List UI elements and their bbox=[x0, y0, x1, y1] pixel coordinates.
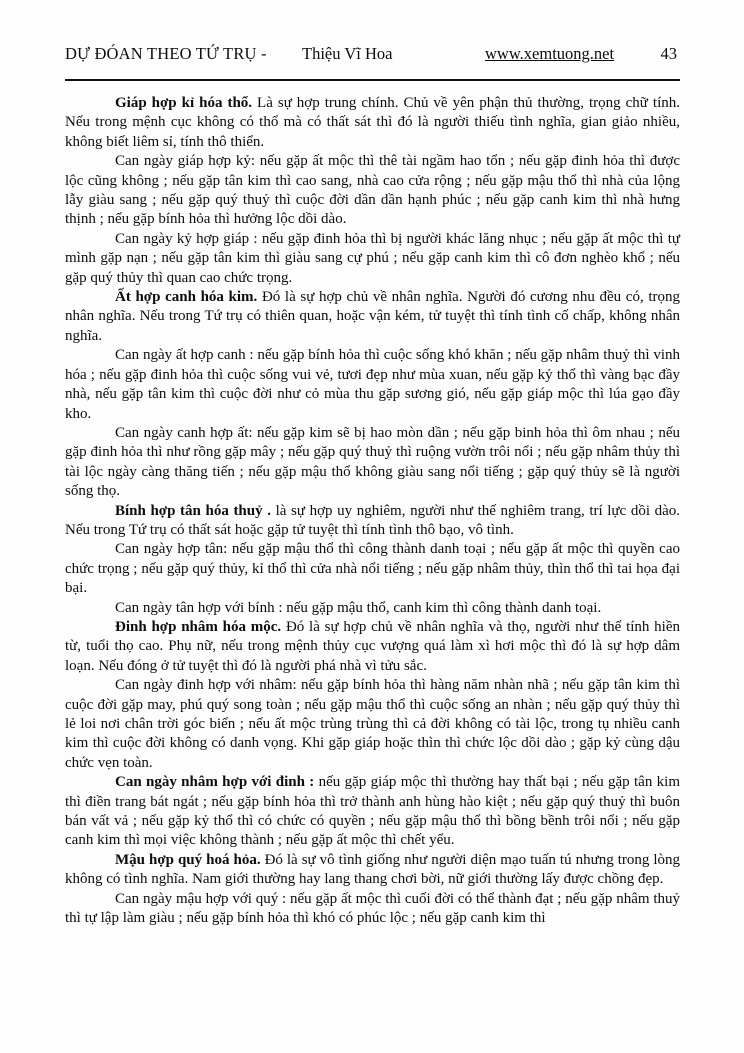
paragraph-text: Can ngày hợp tân: nếu gặp mậu thổ thì công thành danh toại ; nếu gặp ất mộc thì quyền cao chức trọng ; nếu gặp quý thủy, kỉ thổ thì cửa nhà nổi tiếng ; nếu gặp nhâm thủy, thìn thổ thì tai họa đại bại. bbox=[65, 541, 680, 597]
paragraph-lead: Can ngày nhâm hợp với đinh : bbox=[115, 774, 315, 791]
author-name: Thiệu Vĩ Hoa bbox=[302, 44, 393, 63]
website-link[interactable]: www.xemtuong.net bbox=[485, 44, 615, 63]
paragraph-lead: Đinh hợp nhâm hóa mộc. bbox=[115, 618, 282, 635]
paragraph-lead: Ất hợp canh hóa kim. bbox=[115, 289, 258, 306]
paragraph-text: Đó là sự vô tình giống như người diện mạo tuấn tú nhưng trong lòng không có tình nghĩa. Nam giới thường hay lang thang chơi bời, nữ giới thường lấy được chồng đẹp. bbox=[65, 851, 681, 888]
paragraph bbox=[65, 346, 680, 424]
page-number: 43 bbox=[660, 44, 677, 63]
paragraph bbox=[65, 540, 680, 598]
paragraph-text: Can ngày ất hợp canh : nếu gặp bính hỏa thì cuộc sống khó khăn ; nếu gặp nhâm thuỷ thì vinh hóa ; nếu gặp đinh hỏa thì cuộc sống vui vẻ, tươi đẹp như mùa xuan, nếu gặp kỷ thổ thì vàng bạc đầy nhà, nếu gặp tân kim thì cuộc đời như cỏ mùa thu gặp sương gió, nếu gặp giáp mộc thì lúa gạo đầy kho. bbox=[65, 347, 680, 422]
paragraph-text: là sự hợp uy nghiêm, người như thế nghiêm trang, trí lực dồi dào. Nếu trong Tứ trụ có thất sát hoặc gặp tử tuyệt thì tính tình thô bạo, vô tình. bbox=[65, 502, 680, 538]
paragraph-text: Can ngày đinh hợp với nhâm: nếu gặp bính hỏa thì hàng năm nhàn nhã ; nếu gặp tân kim thì cuộc đời gặp may, phú quý song toàn ; nếu gặp mậu thổ thì cuộc sống an nhàn ; nếu gặp quý thủy thì lẻ loi nơi chân trời góc biển ; nếu ất mộc trùng trùng thì cả đời không có tài lộc, trong tụ nhiều canh kim thì cuộc đời không có danh vọng. Khi gặp giáp hoặc thìn thì chức lộc dồi dào ; gặp kỷ cùng dậu chức vẹn toàn. bbox=[65, 677, 680, 771]
paragraph bbox=[65, 502, 680, 541]
paragraph-lead: Bính hợp tân hóa thuỷ . bbox=[115, 502, 271, 519]
paragraph bbox=[65, 152, 680, 230]
paragraph-lead: Giáp hợp kỉ hóa thổ. bbox=[115, 95, 253, 111]
paragraph-text: Can ngày mậu hợp với quý : nếu gặp ất mộc thì cuối đời có thể thành đạt ; nếu gặp nhâm thuỷ thì tự lập làm giàu ; nếu gặp bính hỏa thì khó có phúc lộc ; nếu gặp canh kim thì bbox=[65, 890, 680, 927]
paragraph bbox=[65, 599, 680, 618]
paragraph-text: Can ngày kỷ hợp giáp : nếu gặp đinh hỏa thì bị người khác lăng nhục ; nếu gặp ất mộc thì tự mình gặp nạn ; nếu gặp tân kim thì giàu sang cự phú ; nếu gặp canh kim thì cô đơn nghèo khổ ; nếu gặp quý thủy thì quan cao chức trọng. bbox=[65, 230, 680, 286]
paragraph bbox=[65, 424, 680, 502]
paragraph-lead: Mậu hợp quý hoá hỏa. bbox=[115, 851, 261, 868]
paragraph-text: Can ngày canh hợp ất: nếu gặp kim sẽ bị hao mòn dần ; nếu gặp binh hỏa thì ôm nhau ; nếu gặp đinh hỏa thì như rồng gặp mây ; nếu gặp quý thuỷ thì ruộng vườn trôi nổi ; nếu gặp nhâm thủy thì tài lộc ngày càng thăng tiến ; nếu gặp mậu thổ không giàu sang nổi tiếng ; gặp quý thủy sẽ là người sống thọ. bbox=[65, 424, 680, 500]
paragraph-text: Đó là sự hợp chủ về nhân nghĩa. Người đó cương nhu đều có, trọng nhân nghĩa. Nếu trong Tứ trụ có thiên quan, hoặc vận kém, tử tuyệt thì tính tình cố chấp, không nhân nghĩa. bbox=[65, 289, 680, 344]
paragraph-text: Là sự hợp trung chính. Chủ về yên phận thủ thường, trọng chữ tính. Nếu trong mệnh cục không có thổ mà có thất sát thì đó là người thiếu tình nghĩa, gian giảo nhiều, không biết liêm sỉ, tính thô thiển. bbox=[65, 95, 680, 150]
paragraph bbox=[65, 676, 680, 773]
paragraph-text: Can ngày tân hợp với bính : nếu gặp mậu thổ, canh kim thì công thành danh toại. bbox=[115, 599, 602, 616]
paragraph-text: nếu gặp giáp mộc thì thường hay thất bại ; nếu gặp tân kim thì điền trang bát ngát ; nếu gặp bính hỏa thì trở thành anh hùng hào kiệt ; nếu gặp quý thuỷ thì buôn bán vất vả ; nếu gặp kỷ thổ thì có chức có quyền ; nếu gặp mậu thổ thì bồng bềnh trôi nổi ; nếu gặp canh kim thì mọi việc không thành ; nếu gặp ất mộc thì chết yểu. bbox=[65, 774, 680, 849]
book-title: DỰ ĐÓAN THEO TỨ TRỤ - bbox=[65, 44, 267, 63]
paragraph-text: Can ngày giáp hợp kỷ: nếu gặp ất mộc thì thê tài ngầm hao tổn ; nếu gặp đinh hỏa thì được lộc cũng không ; nếu gặp tân kim thì cao sang, nhà cao cửa rộng ; nếu gặp mậu thổ thì nhà của lộng lẫy giàu sang ; nếu gặp quý thuỷ thì cuộc đời dần dần hạnh phúc ; nếu gặp canh kim thì nhà hưng thịnh ; nếu gặp bính hỏa thì hưởng lộc dồi dào. bbox=[65, 153, 680, 228]
paragraph bbox=[65, 890, 680, 929]
paragraph bbox=[65, 851, 680, 890]
paragraph bbox=[65, 230, 680, 288]
header-divider bbox=[65, 79, 680, 81]
paragraph bbox=[65, 773, 680, 851]
paragraph bbox=[65, 94, 680, 152]
page-body bbox=[65, 94, 680, 928]
paragraph bbox=[65, 618, 680, 676]
paragraph-text: Đó là sự hợp chủ về nhân nghĩa và thọ, người như thế tính hiền từ, tuổi thọ cao. Phụ nữ, nếu trong mệnh thủy cục vượng quá làm xì hơi mộc thì đó là sự hợp dâm loạn. Nếu đóng ở tử tuyệt thì đó là người phá nhà vì tửu sắc. bbox=[65, 618, 680, 674]
page-header bbox=[65, 44, 680, 66]
paragraph bbox=[65, 288, 680, 346]
